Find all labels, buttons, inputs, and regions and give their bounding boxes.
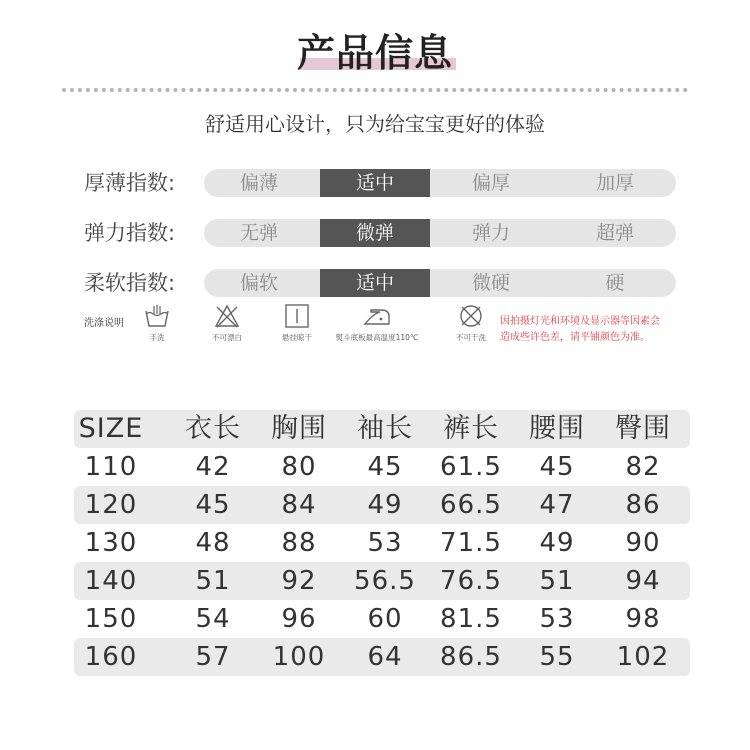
table-cell: 110 <box>84 452 138 482</box>
index-label: 柔软指数: <box>84 271 176 295</box>
index-option: 无弹 <box>239 222 278 244</box>
index-option: 偏薄 <box>239 172 278 194</box>
table-cell: 90 <box>625 528 661 558</box>
page-title: 产品信息 <box>296 31 453 75</box>
size-table <box>74 410 690 676</box>
table-row <box>74 562 690 600</box>
index-option-selected: 微弹 <box>320 219 430 247</box>
table-header-cell: 袖长 <box>357 413 413 444</box>
table-cell: 86.5 <box>440 642 502 672</box>
table-row <box>74 448 690 486</box>
index-option: 偏厚 <box>471 172 510 194</box>
disclaimer-line: 造成些许色差，请平铺颜色为准。 <box>500 332 650 343</box>
index-option: 超弹 <box>595 222 634 244</box>
table-cell: 130 <box>84 528 138 558</box>
table-header-cell: SIZE <box>78 413 144 444</box>
table-cell: 61.5 <box>440 452 502 482</box>
table-cell: 54 <box>195 604 231 634</box>
disclaimer-line: 因拍摄灯光和环境及显示器等因素会 <box>500 316 660 327</box>
table-cell: 150 <box>84 604 138 634</box>
care-caption: 熨斗底板最高温度110℃ <box>335 333 419 342</box>
table-cell: 51 <box>195 566 231 596</box>
index-label: 弹力指数: <box>84 221 176 245</box>
index-option: 微硬 <box>471 272 510 294</box>
table-cell: 71.5 <box>440 528 502 558</box>
table-cell: 84 <box>281 490 317 520</box>
table-row <box>74 524 690 562</box>
index-scale <box>204 269 676 297</box>
table-header-cell: 衣长 <box>185 413 241 444</box>
table-cell: 92 <box>281 566 317 596</box>
care-caption: 手洗 <box>149 333 165 342</box>
care-item <box>332 302 422 343</box>
table-cell: 66.5 <box>440 490 502 520</box>
table-cell: 140 <box>84 566 138 596</box>
care-caption: 不可漂白 <box>212 333 242 342</box>
table-cell: 160 <box>84 642 138 672</box>
table-cell: 76.5 <box>440 566 502 596</box>
table-cell: 57 <box>195 642 231 672</box>
color-disclaimer <box>500 314 700 346</box>
table-cell: 53 <box>539 604 575 634</box>
table-cell: 45 <box>195 490 231 520</box>
table-cell: 45 <box>539 452 575 482</box>
table-cell: 60 <box>367 604 403 634</box>
table-cell: 49 <box>367 490 403 520</box>
care-title: 洗涤说明 <box>84 318 124 329</box>
index-option: 硬 <box>605 272 625 294</box>
index-scale <box>204 169 676 197</box>
index-label: 厚薄指数: <box>84 171 176 195</box>
no-dry-clean-icon <box>457 302 485 330</box>
table-cell: 120 <box>84 490 138 520</box>
table-cell: 56.5 <box>354 566 416 596</box>
table-row <box>74 486 690 524</box>
table-cell: 88 <box>281 528 317 558</box>
table-cell: 98 <box>625 604 661 634</box>
table-row <box>74 638 690 676</box>
softness-index-row <box>0 267 750 299</box>
subtitle: 舒适用心设计，只为给宝宝更好的体验 <box>205 112 545 136</box>
care-caption: 悬挂晾干 <box>282 333 312 342</box>
index-option-selected: 适中 <box>320 269 430 297</box>
index-scale <box>204 219 676 247</box>
iron-icon <box>361 302 393 330</box>
table-header-cell: 腰围 <box>529 413 585 444</box>
table-cell: 96 <box>281 604 317 634</box>
table-header-cell: 裤长 <box>443 413 499 444</box>
table-cell: 82 <box>625 452 661 482</box>
index-option: 偏软 <box>239 272 278 294</box>
care-item <box>252 302 342 343</box>
table-header-cell: 胸围 <box>271 413 327 444</box>
table-header-row <box>74 410 690 448</box>
title-section <box>0 22 750 82</box>
table-header-cell: 臀围 <box>615 413 671 444</box>
table-cell: 81.5 <box>440 604 502 634</box>
table-cell: 100 <box>272 642 326 672</box>
table-cell: 51 <box>539 566 575 596</box>
care-instructions <box>0 298 750 358</box>
dotted-divider <box>62 88 688 92</box>
index-option-selected: 适中 <box>320 169 430 197</box>
care-caption: 不可干洗 <box>456 333 486 342</box>
table-cell: 55 <box>539 642 575 672</box>
table-cell: 49 <box>539 528 575 558</box>
no-bleach-icon <box>213 302 241 330</box>
table-cell: 53 <box>367 528 403 558</box>
index-option: 加厚 <box>595 172 634 194</box>
table-cell: 86 <box>625 490 661 520</box>
hang-dry-icon <box>283 302 311 330</box>
table-cell: 80 <box>281 452 317 482</box>
table-cell: 45 <box>367 452 403 482</box>
table-cell: 64 <box>367 642 403 672</box>
elasticity-index-row <box>0 217 750 249</box>
table-cell: 42 <box>195 452 231 482</box>
table-cell: 47 <box>539 490 575 520</box>
table-cell: 102 <box>616 642 670 672</box>
table-cell: 94 <box>625 566 661 596</box>
hand-wash-icon <box>143 302 171 330</box>
index-option: 弹力 <box>471 222 510 244</box>
thickness-index-row <box>0 167 750 199</box>
table-cell: 48 <box>195 528 231 558</box>
table-row <box>74 600 690 638</box>
